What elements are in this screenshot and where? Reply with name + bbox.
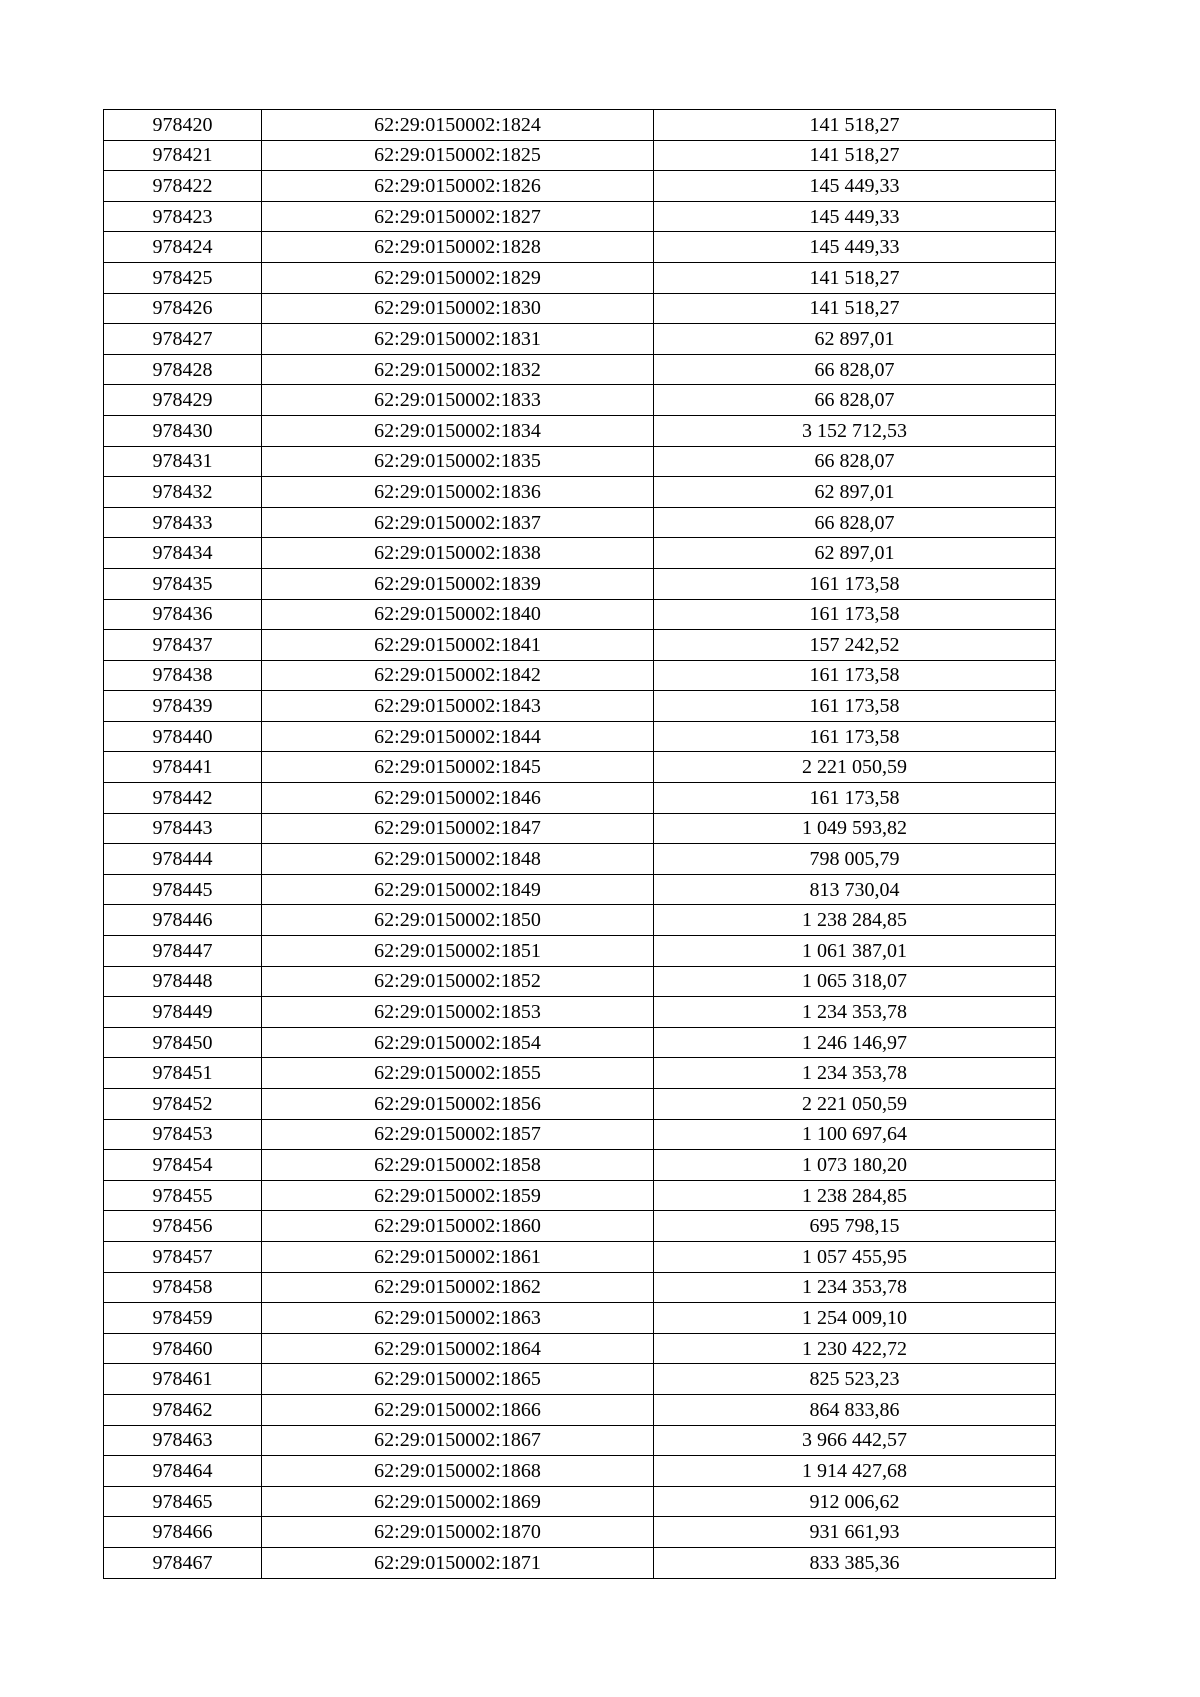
table-row <box>104 1425 1056 1456</box>
cadastral-number-cell: 62:29:0150002:1864 <box>262 1333 654 1364</box>
cadastral-value-cell: 813 730,04 <box>654 874 1056 905</box>
cadastral-number-cell: 62:29:0150002:1852 <box>262 966 654 997</box>
cadastral-value-cell: 141 518,27 <box>654 293 1056 324</box>
cadastral-value-cell: 2 221 050,59 <box>654 1089 1056 1120</box>
cadastral-number-cell: 62:29:0150002:1833 <box>262 385 654 416</box>
table-row <box>104 1333 1056 1364</box>
row-number-cell: 978461 <box>104 1364 262 1395</box>
cadastral-value-cell: 1 914 427,68 <box>654 1456 1056 1487</box>
cadastral-value-cell: 912 006,62 <box>654 1486 1056 1517</box>
row-number-cell: 978445 <box>104 874 262 905</box>
cadastral-value-table <box>103 109 1056 1579</box>
table-row <box>104 1394 1056 1425</box>
table-body <box>104 110 1056 1579</box>
cadastral-number-cell: 62:29:0150002:1837 <box>262 507 654 538</box>
cadastral-number-cell: 62:29:0150002:1854 <box>262 1027 654 1058</box>
table-row <box>104 660 1056 691</box>
table-row <box>104 874 1056 905</box>
row-number-cell: 978459 <box>104 1303 262 1334</box>
cadastral-value-cell: 141 518,27 <box>654 140 1056 171</box>
cadastral-number-cell: 62:29:0150002:1847 <box>262 813 654 844</box>
row-number-cell: 978435 <box>104 568 262 599</box>
cadastral-value-cell: 145 449,33 <box>654 201 1056 232</box>
cadastral-value-cell: 833 385,36 <box>654 1547 1056 1578</box>
table-row <box>104 1027 1056 1058</box>
row-number-cell: 978424 <box>104 232 262 263</box>
cadastral-value-cell: 1 238 284,85 <box>654 905 1056 936</box>
row-number-cell: 978423 <box>104 201 262 232</box>
cadastral-value-cell: 1 073 180,20 <box>654 1150 1056 1181</box>
cadastral-value-cell: 825 523,23 <box>654 1364 1056 1395</box>
table-row <box>104 752 1056 783</box>
cadastral-value-cell: 66 828,07 <box>654 507 1056 538</box>
row-number-cell: 978460 <box>104 1333 262 1364</box>
cadastral-number-cell: 62:29:0150002:1829 <box>262 262 654 293</box>
cadastral-number-cell: 62:29:0150002:1845 <box>262 752 654 783</box>
cadastral-number-cell: 62:29:0150002:1832 <box>262 354 654 385</box>
table-row <box>104 324 1056 355</box>
row-number-cell: 978465 <box>104 1486 262 1517</box>
cadastral-number-cell: 62:29:0150002:1834 <box>262 415 654 446</box>
cadastral-value-cell: 1 230 422,72 <box>654 1333 1056 1364</box>
table-row <box>104 1241 1056 1272</box>
row-number-cell: 978452 <box>104 1089 262 1120</box>
cadastral-number-cell: 62:29:0150002:1835 <box>262 446 654 477</box>
cadastral-value-cell: 62 897,01 <box>654 477 1056 508</box>
row-number-cell: 978425 <box>104 262 262 293</box>
table-row <box>104 354 1056 385</box>
cadastral-value-cell: 62 897,01 <box>654 538 1056 569</box>
row-number-cell: 978464 <box>104 1456 262 1487</box>
row-number-cell: 978446 <box>104 905 262 936</box>
row-number-cell: 978447 <box>104 936 262 967</box>
cadastral-number-cell: 62:29:0150002:1860 <box>262 1211 654 1242</box>
row-number-cell: 978428 <box>104 354 262 385</box>
cadastral-value-cell: 695 798,15 <box>654 1211 1056 1242</box>
row-number-cell: 978450 <box>104 1027 262 1058</box>
row-number-cell: 978441 <box>104 752 262 783</box>
table-row <box>104 813 1056 844</box>
cadastral-number-cell: 62:29:0150002:1871 <box>262 1547 654 1578</box>
cadastral-number-cell: 62:29:0150002:1853 <box>262 997 654 1028</box>
cadastral-number-cell: 62:29:0150002:1865 <box>262 1364 654 1395</box>
row-number-cell: 978444 <box>104 844 262 875</box>
cadastral-value-cell: 931 661,93 <box>654 1517 1056 1548</box>
table-row <box>104 1517 1056 1548</box>
table-row <box>104 1119 1056 1150</box>
cadastral-number-cell: 62:29:0150002:1836 <box>262 477 654 508</box>
cadastral-number-cell: 62:29:0150002:1855 <box>262 1058 654 1089</box>
row-number-cell: 978449 <box>104 997 262 1028</box>
table-row <box>104 446 1056 477</box>
table-row <box>104 140 1056 171</box>
row-number-cell: 978467 <box>104 1547 262 1578</box>
cadastral-value-cell: 1 057 455,95 <box>654 1241 1056 1272</box>
table-row <box>104 1150 1056 1181</box>
cadastral-value-cell: 2 221 050,59 <box>654 752 1056 783</box>
cadastral-value-cell: 161 173,58 <box>654 568 1056 599</box>
row-number-cell: 978432 <box>104 477 262 508</box>
row-number-cell: 978451 <box>104 1058 262 1089</box>
cadastral-value-cell: 1 065 318,07 <box>654 966 1056 997</box>
row-number-cell: 978463 <box>104 1425 262 1456</box>
table-row <box>104 783 1056 814</box>
row-number-cell: 978456 <box>104 1211 262 1242</box>
cadastral-number-cell: 62:29:0150002:1862 <box>262 1272 654 1303</box>
cadastral-number-cell: 62:29:0150002:1868 <box>262 1456 654 1487</box>
row-number-cell: 978421 <box>104 140 262 171</box>
cadastral-value-cell: 145 449,33 <box>654 232 1056 263</box>
cadastral-value-cell: 1 238 284,85 <box>654 1180 1056 1211</box>
cadastral-value-cell: 161 173,58 <box>654 660 1056 691</box>
table-row <box>104 538 1056 569</box>
row-number-cell: 978429 <box>104 385 262 416</box>
row-number-cell: 978453 <box>104 1119 262 1150</box>
cadastral-value-cell: 1 234 353,78 <box>654 1272 1056 1303</box>
table-row <box>104 1180 1056 1211</box>
row-number-cell: 978434 <box>104 538 262 569</box>
table-row <box>104 997 1056 1028</box>
cadastral-number-cell: 62:29:0150002:1859 <box>262 1180 654 1211</box>
table-row <box>104 844 1056 875</box>
table-row <box>104 599 1056 630</box>
row-number-cell: 978448 <box>104 966 262 997</box>
row-number-cell: 978443 <box>104 813 262 844</box>
table-row <box>104 507 1056 538</box>
cadastral-value-cell: 1 061 387,01 <box>654 936 1056 967</box>
cadastral-value-cell: 3 152 712,53 <box>654 415 1056 446</box>
cadastral-number-cell: 62:29:0150002:1858 <box>262 1150 654 1181</box>
cadastral-value-cell: 66 828,07 <box>654 446 1056 477</box>
cadastral-value-cell: 66 828,07 <box>654 385 1056 416</box>
table-row <box>104 1364 1056 1395</box>
cadastral-value-cell: 62 897,01 <box>654 324 1056 355</box>
cadastral-number-cell: 62:29:0150002:1838 <box>262 538 654 569</box>
row-number-cell: 978430 <box>104 415 262 446</box>
cadastral-number-cell: 62:29:0150002:1830 <box>262 293 654 324</box>
cadastral-number-cell: 62:29:0150002:1850 <box>262 905 654 936</box>
cadastral-number-cell: 62:29:0150002:1828 <box>262 232 654 263</box>
cadastral-value-cell: 157 242,52 <box>654 630 1056 661</box>
table-row <box>104 385 1056 416</box>
cadastral-number-cell: 62:29:0150002:1839 <box>262 568 654 599</box>
cadastral-number-cell: 62:29:0150002:1831 <box>262 324 654 355</box>
cadastral-value-cell: 141 518,27 <box>654 262 1056 293</box>
table-row <box>104 721 1056 752</box>
row-number-cell: 978426 <box>104 293 262 324</box>
cadastral-value-cell: 864 833,86 <box>654 1394 1056 1425</box>
row-number-cell: 978420 <box>104 110 262 141</box>
cadastral-number-cell: 62:29:0150002:1824 <box>262 110 654 141</box>
table-row <box>104 1303 1056 1334</box>
cadastral-value-cell: 66 828,07 <box>654 354 1056 385</box>
cadastral-value-cell: 161 173,58 <box>654 691 1056 722</box>
cadastral-number-cell: 62:29:0150002:1866 <box>262 1394 654 1425</box>
table-row <box>104 415 1056 446</box>
table-row <box>104 1058 1056 1089</box>
cadastral-value-cell: 1 234 353,78 <box>654 997 1056 1028</box>
table-row <box>104 936 1056 967</box>
cadastral-value-cell: 1 254 009,10 <box>654 1303 1056 1334</box>
table-row <box>104 110 1056 141</box>
cadastral-value-cell: 145 449,33 <box>654 171 1056 202</box>
cadastral-number-cell: 62:29:0150002:1840 <box>262 599 654 630</box>
cadastral-number-cell: 62:29:0150002:1849 <box>262 874 654 905</box>
cadastral-number-cell: 62:29:0150002:1851 <box>262 936 654 967</box>
cadastral-value-cell: 798 005,79 <box>654 844 1056 875</box>
table-row <box>104 232 1056 263</box>
row-number-cell: 978462 <box>104 1394 262 1425</box>
cadastral-number-cell: 62:29:0150002:1857 <box>262 1119 654 1150</box>
cadastral-value-cell: 161 173,58 <box>654 721 1056 752</box>
table-row <box>104 477 1056 508</box>
cadastral-number-cell: 62:29:0150002:1856 <box>262 1089 654 1120</box>
row-number-cell: 978437 <box>104 630 262 661</box>
cadastral-number-cell: 62:29:0150002:1827 <box>262 201 654 232</box>
row-number-cell: 978427 <box>104 324 262 355</box>
table-row <box>104 171 1056 202</box>
cadastral-number-cell: 62:29:0150002:1825 <box>262 140 654 171</box>
table-row <box>104 630 1056 661</box>
row-number-cell: 978439 <box>104 691 262 722</box>
cadastral-value-cell: 141 518,27 <box>654 110 1056 141</box>
row-number-cell: 978458 <box>104 1272 262 1303</box>
cadastral-value-cell: 161 173,58 <box>654 783 1056 814</box>
cadastral-number-cell: 62:29:0150002:1841 <box>262 630 654 661</box>
cadastral-value-cell: 3 966 442,57 <box>654 1425 1056 1456</box>
table-row <box>104 691 1056 722</box>
cadastral-value-cell: 161 173,58 <box>654 599 1056 630</box>
row-number-cell: 978431 <box>104 446 262 477</box>
row-number-cell: 978436 <box>104 599 262 630</box>
cadastral-number-cell: 62:29:0150002:1846 <box>262 783 654 814</box>
table-row <box>104 1547 1056 1578</box>
row-number-cell: 978466 <box>104 1517 262 1548</box>
cadastral-number-cell: 62:29:0150002:1844 <box>262 721 654 752</box>
table-row <box>104 1272 1056 1303</box>
table-row <box>104 568 1056 599</box>
cadastral-value-cell: 1 246 146,97 <box>654 1027 1056 1058</box>
table-row <box>104 262 1056 293</box>
table-row <box>104 1456 1056 1487</box>
table-row <box>104 1211 1056 1242</box>
table-row <box>104 1486 1056 1517</box>
cadastral-number-cell: 62:29:0150002:1869 <box>262 1486 654 1517</box>
table-row <box>104 1089 1056 1120</box>
cadastral-value-cell: 1 049 593,82 <box>654 813 1056 844</box>
row-number-cell: 978455 <box>104 1180 262 1211</box>
table-row <box>104 201 1056 232</box>
row-number-cell: 978440 <box>104 721 262 752</box>
cadastral-number-cell: 62:29:0150002:1870 <box>262 1517 654 1548</box>
cadastral-number-cell: 62:29:0150002:1863 <box>262 1303 654 1334</box>
table-row <box>104 966 1056 997</box>
cadastral-number-cell: 62:29:0150002:1867 <box>262 1425 654 1456</box>
row-number-cell: 978457 <box>104 1241 262 1272</box>
cadastral-number-cell: 62:29:0150002:1848 <box>262 844 654 875</box>
table-row <box>104 905 1056 936</box>
row-number-cell: 978422 <box>104 171 262 202</box>
cadastral-number-cell: 62:29:0150002:1843 <box>262 691 654 722</box>
table-row <box>104 293 1056 324</box>
cadastral-number-cell: 62:29:0150002:1826 <box>262 171 654 202</box>
row-number-cell: 978438 <box>104 660 262 691</box>
cadastral-value-cell: 1 100 697,64 <box>654 1119 1056 1150</box>
row-number-cell: 978442 <box>104 783 262 814</box>
row-number-cell: 978454 <box>104 1150 262 1181</box>
cadastral-number-cell: 62:29:0150002:1861 <box>262 1241 654 1272</box>
row-number-cell: 978433 <box>104 507 262 538</box>
cadastral-value-cell: 1 234 353,78 <box>654 1058 1056 1089</box>
cadastral-number-cell: 62:29:0150002:1842 <box>262 660 654 691</box>
